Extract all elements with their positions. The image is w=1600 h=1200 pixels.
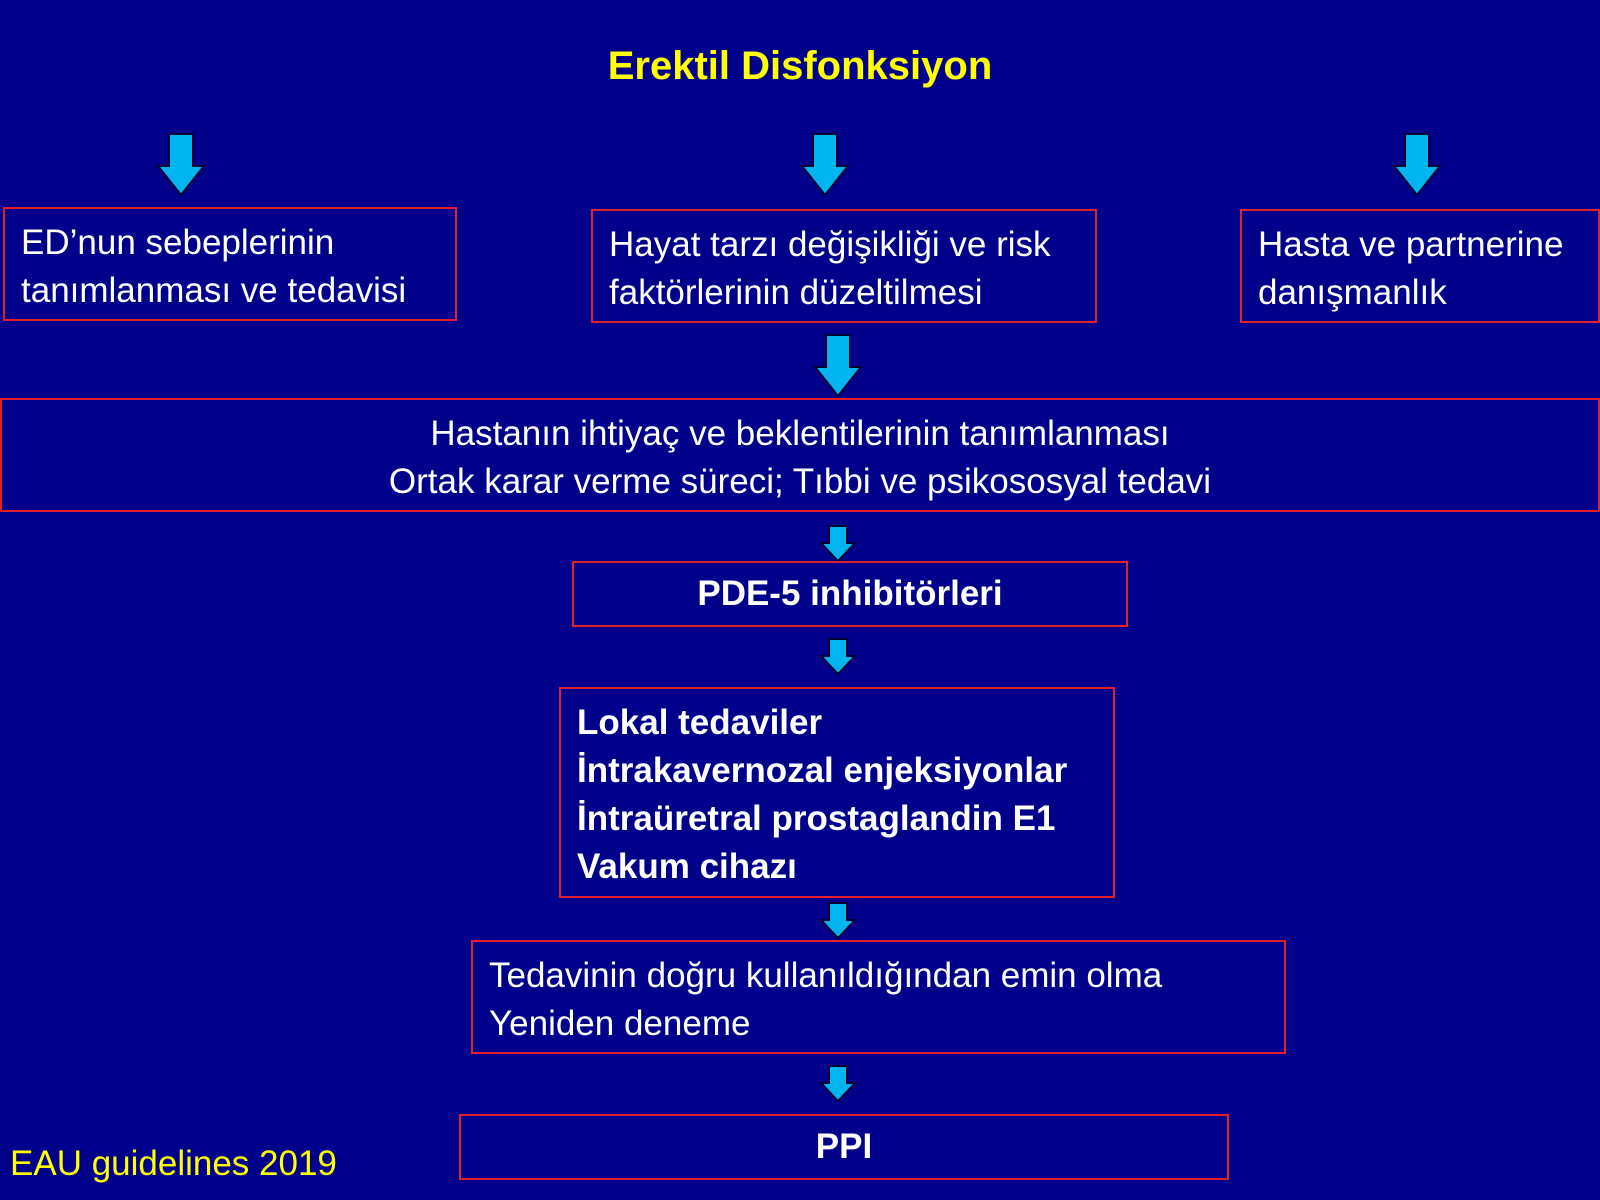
needs-box	[0, 398, 1600, 512]
local-line-2: İntrakavernozal enjeksiyonlar	[577, 751, 1068, 790]
counseling-line-2: danışmanlık	[1258, 273, 1447, 312]
counseling-box	[1240, 209, 1600, 323]
retry-line-2: Yeniden deneme	[489, 1004, 751, 1043]
causes-box	[3, 207, 457, 321]
causes-line-2: tanımlanması ve tedavisi	[21, 271, 407, 310]
arrow-down-icon	[819, 638, 857, 676]
arrow-down-icon	[1392, 133, 1442, 197]
needs-line-2: Ortak karar verme süreci; Tıbbi ve psikososyal tedavi	[388, 462, 1212, 501]
pde5-box	[572, 561, 1128, 627]
local-line-1: Lokal tedaviler	[577, 703, 823, 742]
needs-line-1: Hastanın ihtiyaç ve beklentilerinin tanımlanması	[430, 414, 1170, 453]
arrow-down-icon	[800, 133, 850, 197]
arrow-down-icon	[813, 334, 863, 398]
local-treatments-box	[559, 687, 1115, 898]
retry-line-1: Tedavinin doğru kullanıldığından emin olma	[489, 956, 1163, 995]
footer-source: EAU guidelines 2019	[10, 1144, 337, 1183]
arrow-down-icon	[819, 1065, 857, 1103]
diagram-title: Erektil Disfonksiyon	[607, 44, 993, 88]
lifestyle-box	[591, 209, 1097, 323]
local-line-4: Vakum cihazı	[577, 847, 797, 886]
arrow-down-icon	[156, 133, 206, 197]
lifestyle-line-1: Hayat tarzı değişikliği ve risk	[609, 225, 1051, 264]
ppi-box	[459, 1114, 1229, 1180]
counseling-line-1: Hasta ve partnerine	[1258, 225, 1564, 264]
retry-box	[471, 940, 1286, 1054]
local-line-3: İntraüretral prostaglandin E1	[577, 799, 1056, 838]
arrow-down-icon	[819, 902, 857, 940]
pde5-label: PDE-5 inhibitörleri	[697, 574, 1003, 613]
arrow-down-icon	[819, 525, 857, 563]
ppi-label: PPI	[815, 1127, 873, 1166]
causes-line-1: ED’nun sebeplerinin	[21, 223, 335, 262]
lifestyle-line-2: faktörlerinin düzeltilmesi	[609, 273, 983, 312]
